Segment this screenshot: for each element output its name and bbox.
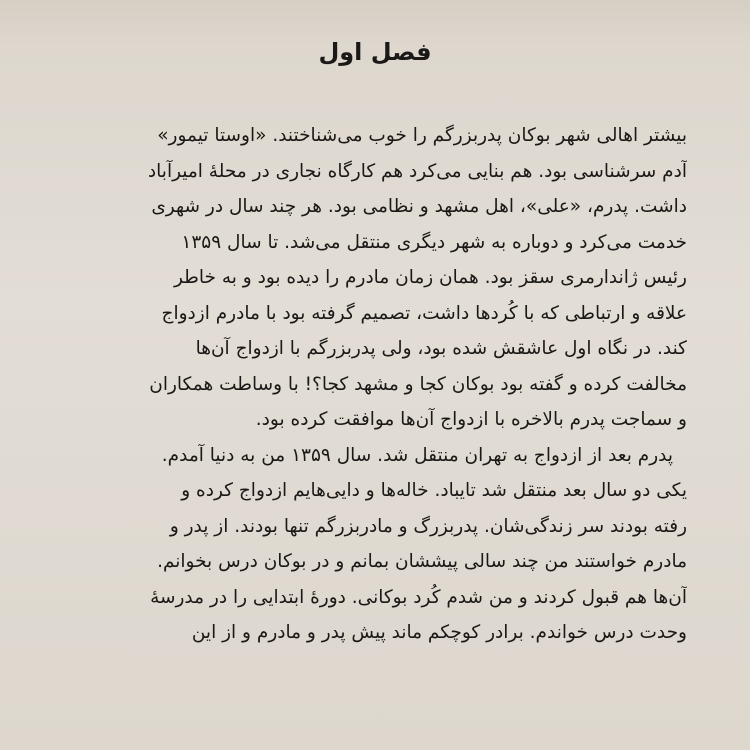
text-line: آدم سرشناسی بود. هم بنایی می‌کرد هم کارگاه نجاری در محلهٔ امیرآباد [147, 160, 687, 182]
text-line: و سماجت پدرم بالاخره با ازدواج آن‌ها موافقت کرده بود. [255, 409, 687, 430]
chapter-title: فصل اول [318, 38, 432, 66]
text-line: آن‌ها هم قبول کردند و من شدم کُرد بوکانی. دورهٔ ابتدایی را در مدرسهٔ [150, 586, 687, 608]
text-line: مادرم خواستند من چند سالی پیششان بمانم و در بوکان درس بخوانم. [157, 551, 687, 572]
text-line: رئیس ژاندارمری سقز بود. همان زمان مادرم را دیده بود و به خاطر [173, 267, 687, 288]
text-line: کند. در نگاه اول عاشقش شده بود، ولی پدربزرگم با ازدواج آن‌ها [195, 338, 687, 359]
text-line: علاقه و ارتباطی که با کُردها داشت، تصمیم گرفته بود با مادرم ازدواج [161, 302, 687, 324]
text-line: رفته بودند سر زندگی‌شان. پدربزرگ و مادربزرگم تنها بودند. از پدر و [169, 515, 687, 537]
text-line: یکی دو سال بعد منتقل شد تایباد. خاله‌ها و دایی‌هایم ازدواج کرده و [181, 480, 687, 501]
text-line: پدرم بعد از ازدواج به تهران منتقل شد. سال ۱۳۵۹ من به دنیا آمدم. [161, 444, 673, 466]
text-line: داشت. پدرم، «علی»، اهل مشهد و نظامی بود. هر چند سال در شهری [151, 196, 687, 217]
text-line: مخالفت کرده و گفته بود بوکان کجا و مشهد کجا؟! با وساطت همکاران [149, 373, 687, 395]
text-line: خدمت می‌کرد و دوباره به شهر دیگری منتقل می‌شد. تا سال ۱۳۵۹ [181, 231, 687, 253]
text-line: وحدت درس خواندم. برادر کوچکم ماند پیش پدر و مادرم و از این [191, 622, 687, 643]
chapter-body [68, 118, 687, 651]
text-line: بیشتر اهالی شهر بوکان پدربزرگم را خوب می‌شناختند. «اوستا تیمور» [157, 125, 687, 146]
